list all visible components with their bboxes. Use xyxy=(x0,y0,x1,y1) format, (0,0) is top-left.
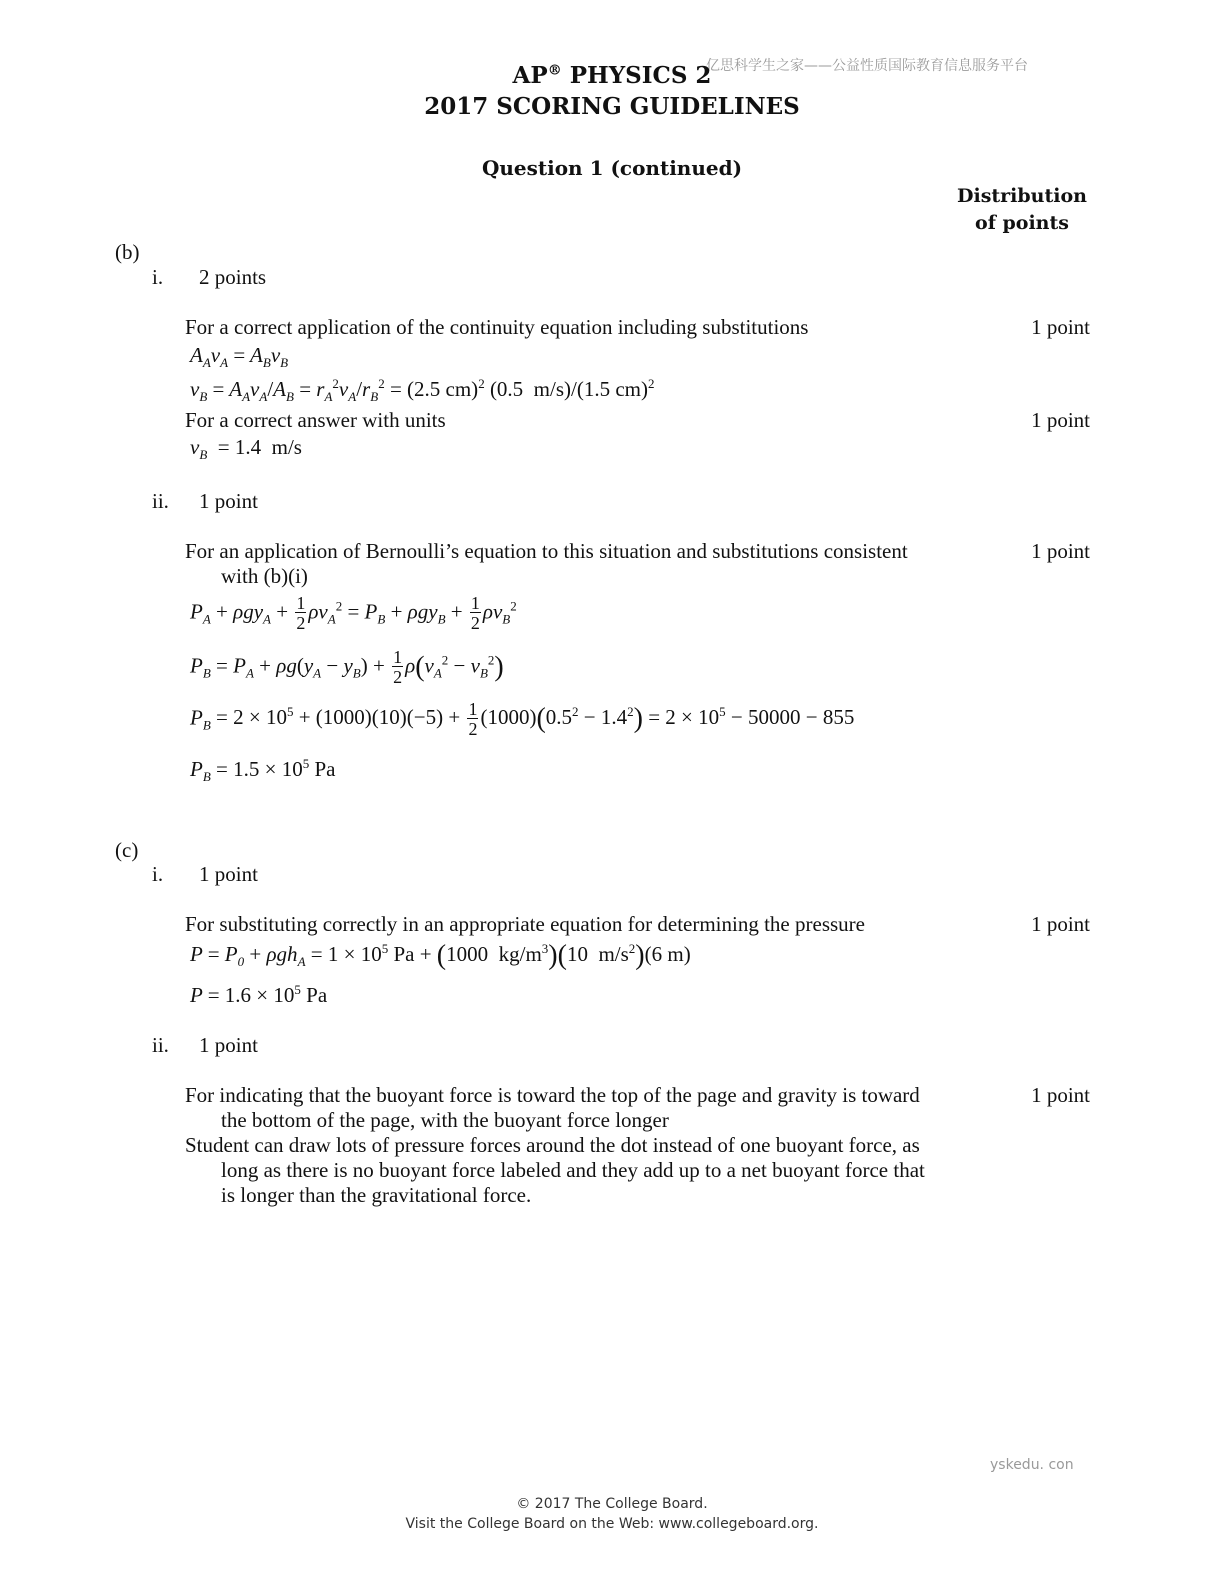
b-ii-criterion-1-line1: For an application of Bernoulli’s equation to this situation and substitutions consistent xyxy=(185,539,908,563)
velocity-b-substitution: $v_B = A_Av_A/A_B = r_A^2v_A/r_B^2 = (2.5$ cm)$^2$ (0.5 m/s)/(1.5 cm)$^2$ xyxy=(190,376,655,405)
question-heading: Question 1 (continued) xyxy=(481,156,743,180)
distribution-heading-line1: Distribution xyxy=(957,185,1087,207)
part-c-ii-points: 1 point xyxy=(199,1033,258,1057)
pressure-b-answer: $P_B = 1.5 \times 10^5$ Pa xyxy=(190,756,336,785)
part-b-i-label: i. xyxy=(152,265,164,289)
b-ii-criterion-1-points: 1 point xyxy=(1031,539,1090,563)
b-i-criterion-1-points: 1 point xyxy=(1031,315,1090,339)
b-i-criterion-1: For a correct application of the continuity equation including substitutions xyxy=(185,315,809,339)
c-i-criterion-1-points: 1 point xyxy=(1031,912,1090,936)
part-b-ii-label: ii. xyxy=(152,489,169,513)
part-b-i-points: 2 points xyxy=(199,265,267,289)
title-prefix: AP xyxy=(512,62,548,89)
footer-website: Visit the College Board on the Web: www.collegeboard.org. xyxy=(405,1516,819,1532)
bernoulli-solved-for-pb: $P_B = P_A + \rho g(y_A - y_B)$ + $\frac{1}{2}$ $\rho(v_A^2 - v_B^2)$ xyxy=(190,647,504,687)
part-c-label: (c) xyxy=(115,838,139,862)
page-subtitle: 2017 SCORING GUIDELINES xyxy=(424,93,800,120)
title-suffix: PHYSICS 2 xyxy=(561,62,712,89)
c-ii-note-line2: long as there is no buoyant force labeled and they add up to a net buoyant force that xyxy=(221,1158,925,1182)
b-i-criterion-2: For a correct answer with units xyxy=(185,408,446,432)
b-i-criterion-2-points: 1 point xyxy=(1031,408,1090,432)
footer-copyright: © 2017 The College Board. xyxy=(516,1496,708,1512)
part-c-i-points: 1 point xyxy=(199,862,258,886)
continuity-equation: $A_Av_A = A_Bv_B$ xyxy=(190,343,289,371)
c-ii-criterion-1-points: 1 point xyxy=(1031,1083,1090,1107)
b-ii-criterion-1-line2: with (b)(i) xyxy=(221,564,308,588)
page-title xyxy=(0,62,1224,89)
velocity-b-answer: $v_B = 1.4$ m/s xyxy=(190,435,302,463)
c-ii-note-line3: is longer than the gravitational force. xyxy=(221,1183,532,1207)
part-b-label: (b) xyxy=(115,240,140,264)
pressure-equation-substitution: $P = P_0 + \rho gh_A = 1 \times 10^5$ Pa + (1000 $kg/m^3)(10$ $m/s^2)(6$ m) xyxy=(190,940,691,971)
pressure-answer: $P = 1.6 \times 10^5$ Pa xyxy=(190,982,328,1007)
bernoulli-numeric-substitution: $P_B = 2 \times 10^5 + (1000)(10)(-5)$ + $\frac{1}{2}$ $(1000)(0.5^2 - 1.4^2) = 2 \times 10^5 - 50000 - 855$ xyxy=(190,699,855,739)
part-c-ii-label: ii. xyxy=(152,1033,169,1057)
c-i-criterion-1: For substituting correctly in an appropriate equation for determining the pressure xyxy=(185,912,865,936)
registered-mark: ® xyxy=(547,62,562,79)
watermark-url: yskedu. con xyxy=(990,1457,1074,1473)
part-c-i-label: i. xyxy=(152,862,164,886)
c-ii-note-line1: Student can draw lots of pressure forces around the dot instead of one buoyant force, as xyxy=(185,1133,920,1157)
bernoulli-equation: $P_A + \rho gy_A$ + $\frac{1}{2}$ $\rho v_A^2 = P_B + \rho gy_B$ + $\frac{1}{2}$ $\rho v_B^2$ xyxy=(190,593,517,633)
part-b-ii-points: 1 point xyxy=(199,489,258,513)
watermark-text: 亿思科学生之家——公益性质国际教育信息服务平台 xyxy=(706,58,1028,74)
c-ii-criterion-1-line1: For indicating that the buoyant force is toward the top of the page and gravity is toward xyxy=(185,1083,920,1107)
c-ii-criterion-1-line2: the bottom of the page, with the buoyant force longer xyxy=(221,1108,669,1132)
distribution-heading-line2: of points xyxy=(975,212,1069,234)
